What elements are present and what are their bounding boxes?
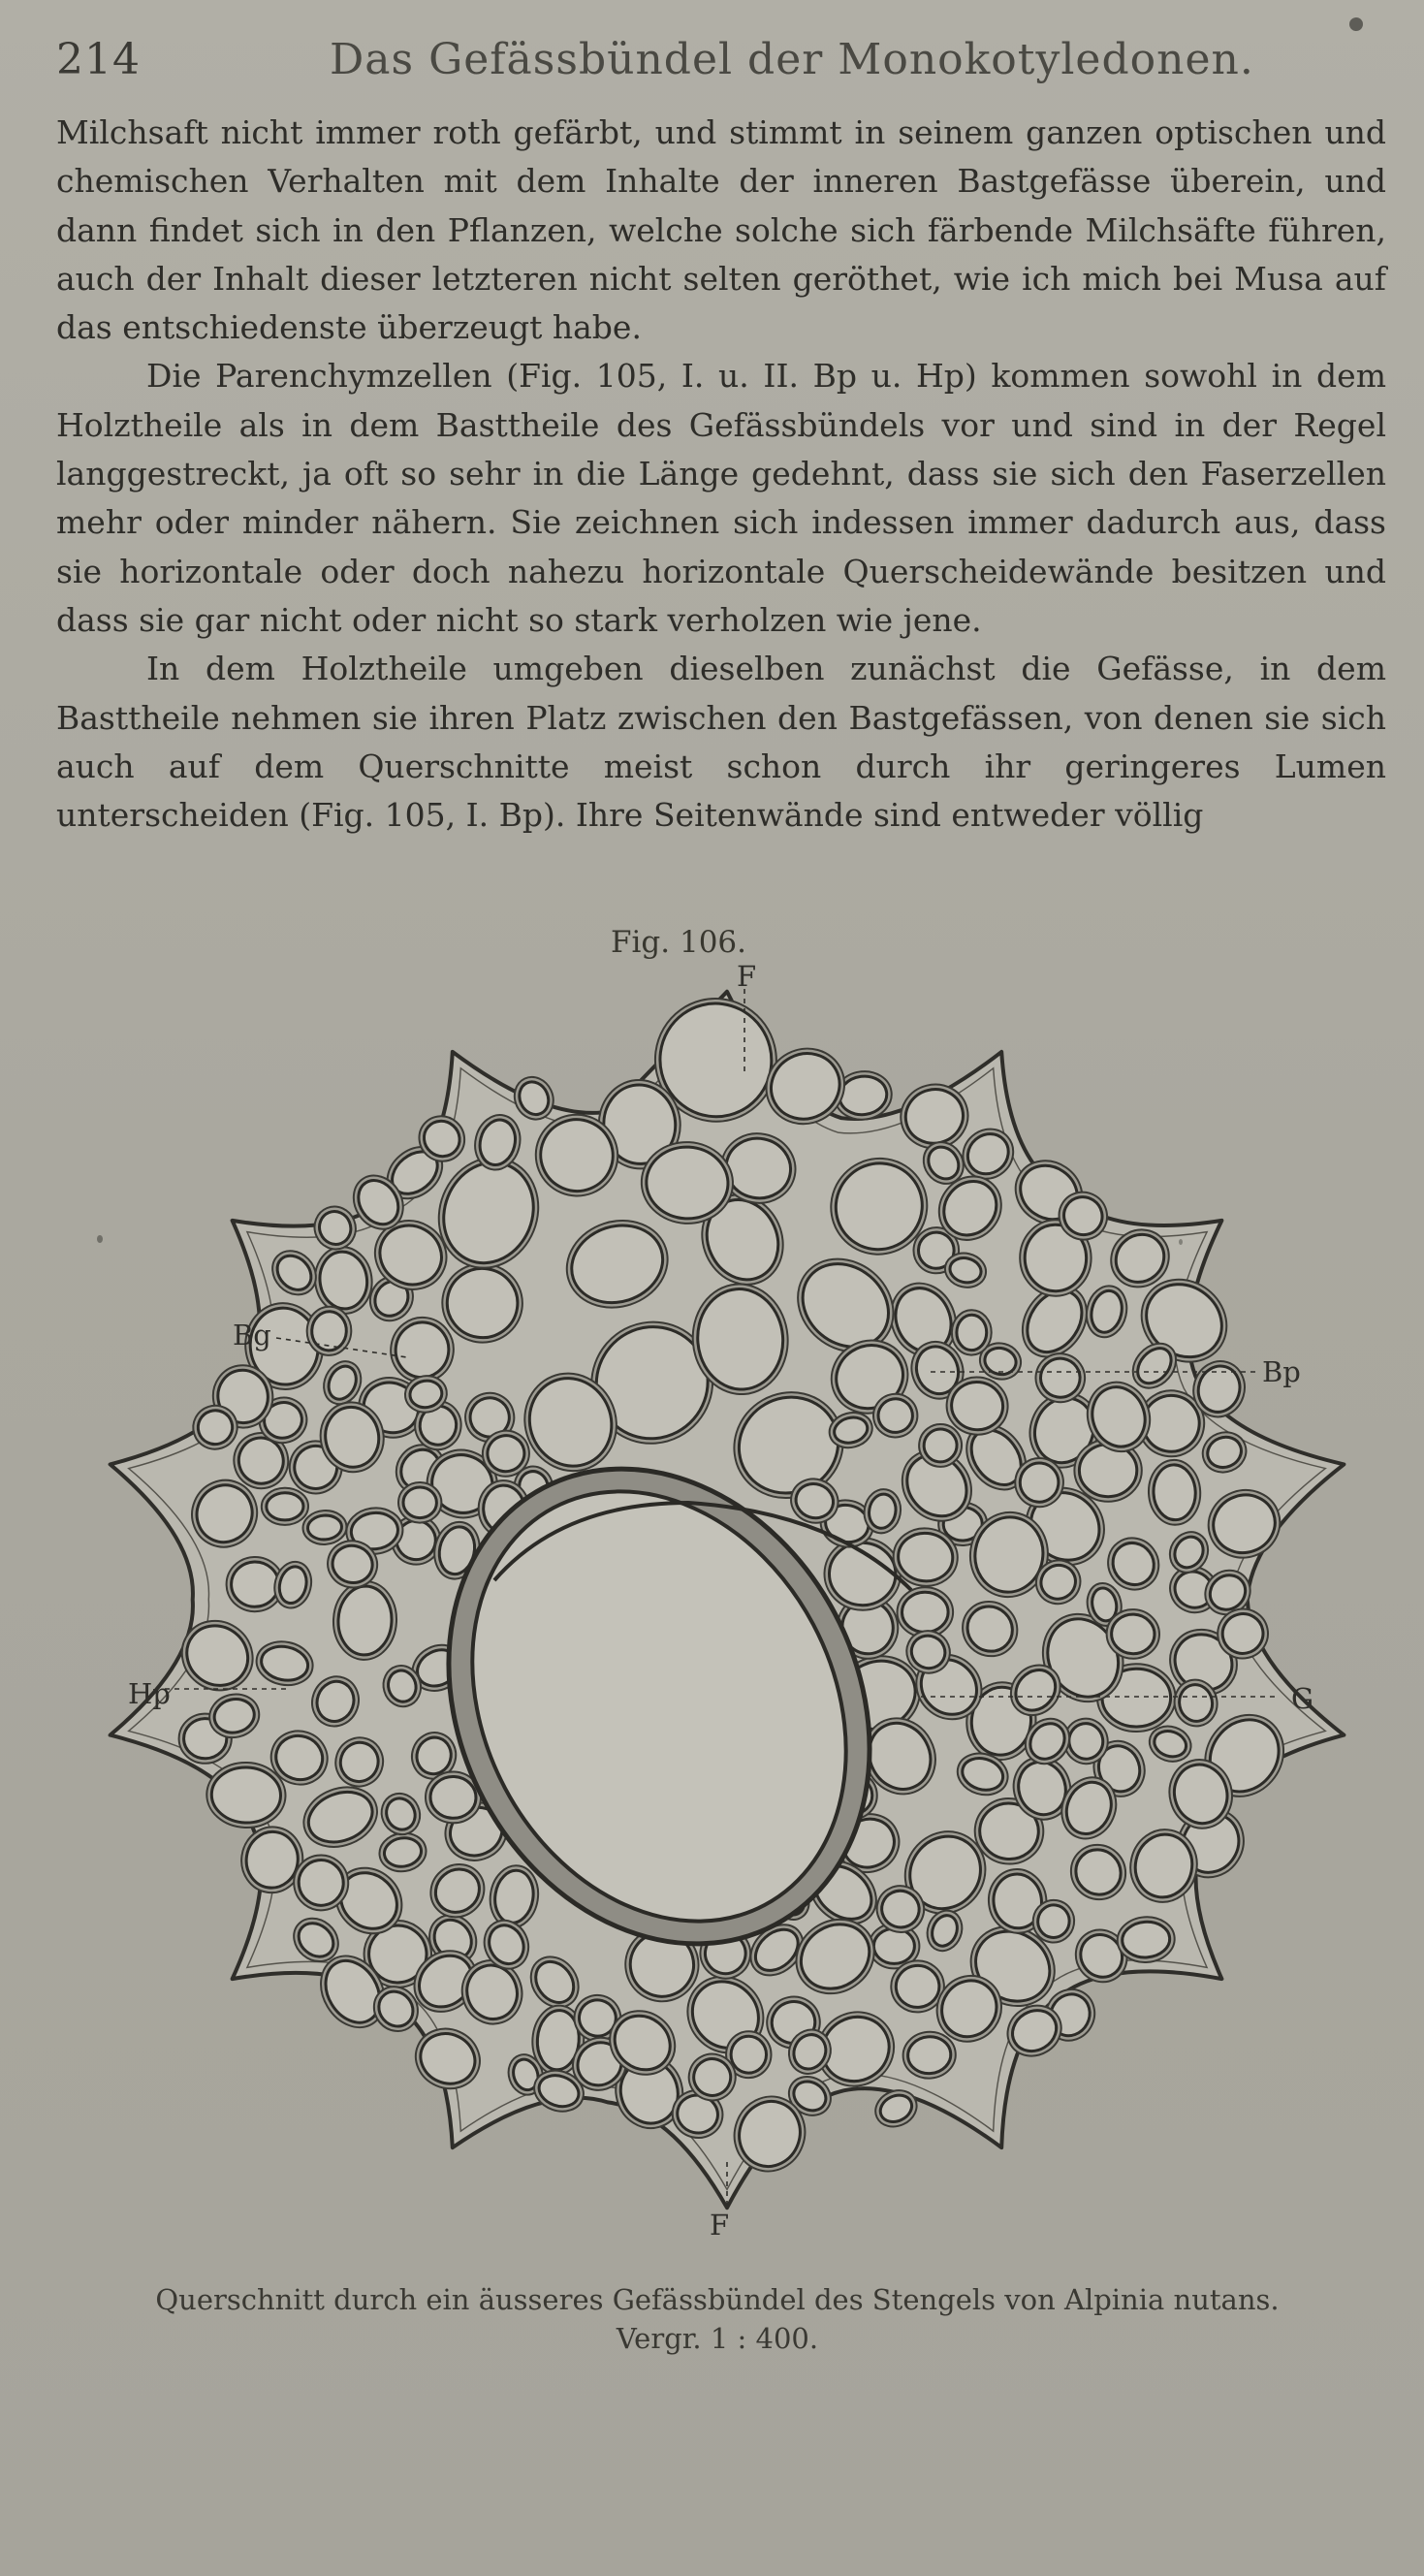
cell-lumen	[307, 1514, 343, 1541]
label-hp: Hp	[128, 1677, 171, 1710]
body-text	[56, 109, 1386, 840]
figure-caption	[116, 2280, 1318, 2358]
figure-illustration	[58, 960, 1367, 2278]
label-bp: Bp	[1262, 1355, 1301, 1388]
cell	[823, 1537, 902, 1611]
cell	[398, 1482, 442, 1523]
cell	[261, 1487, 308, 1525]
running-head: Das Gefässbündel der Monokotyledonen.	[330, 35, 1254, 84]
page-number: 214	[56, 35, 141, 84]
cross-section-drawing	[58, 960, 1367, 2278]
cell-lumen	[311, 1311, 348, 1352]
cell-lumen	[1079, 1445, 1136, 1497]
cell-lumen	[1153, 1464, 1197, 1521]
cell	[951, 1310, 992, 1355]
speck	[97, 1235, 103, 1243]
cell-lumen	[210, 1766, 281, 1824]
speck	[1179, 1239, 1183, 1245]
cell-lumen	[731, 2036, 767, 2073]
cell-lumen	[429, 1775, 477, 1819]
cell-lumen	[873, 1928, 914, 1963]
caption-line-2: Vergr. 1 : 400.	[616, 2322, 819, 2355]
cell-lumen	[403, 1487, 437, 1518]
cell-lumen	[231, 1561, 279, 1607]
label-g: G	[1291, 1682, 1314, 1715]
figure-number: Fig. 106.	[611, 925, 746, 960]
cell	[897, 1587, 953, 1638]
page-header	[56, 27, 1375, 95]
paragraph-2: Die Parenchymzellen (Fig. 105, I. u. II. Bp u. Hp) kommen sowohl in dem Holztheile als in dem Basttheile des Gefässbündels vor und sind in der Regel langgestreckt, ja oft so sehr in die Länge gedehnt, dass sie sich den Faserzellen mehr oder minder nähern. Sie zeichnen sich indessen immer dadurch aus, dass sie horizontale oder doch nahezu horizontale Querscheidewände besitzen und dass sie gar nicht oder nicht so stark verholzen wie jene.	[56, 357, 1386, 639]
label-bg: Bg	[233, 1319, 271, 1352]
label-f-top: F	[737, 960, 757, 993]
cell-lumen	[957, 1315, 987, 1351]
label-f-bottom: F	[710, 2209, 730, 2242]
paragraph-1: Milchsaft nicht immer roth gefärbt, und stimmt in seinem ganzen optischen und chemischen Verhalten mit dem Inhalte der inneren Bastgefässe überein, und dann findet sich in den Pflanzen, welche solche sich färbende Milchsäfte führen, auch der Inhalt dieser letzteren nicht selten geröthet, wie ich mich bei Musa auf das entschiedenste überzeugt habe.	[56, 113, 1386, 347]
caption-line-1: Querschnitt durch ein äusseres Gefässbündel des Stengels von Alpinia nutans.	[155, 2283, 1280, 2316]
cell-lumen	[1111, 1613, 1155, 1655]
cell-lumen	[902, 1592, 948, 1633]
paragraph-3: In dem Holztheile umgeben dieselben zunächst die Gefässe, in dem Basttheile nehmen sie ihren Platz zwischen den Bastgefässen, von denen sie sich auch auf dem Querschnitte meist schon durch ihr geringeres Lumen unterscheiden (Fig. 105, I. Bp). Ihre Seitenwände sind entweder völlig	[56, 650, 1386, 835]
cell-lumen	[267, 1492, 304, 1520]
speck	[1349, 17, 1363, 31]
